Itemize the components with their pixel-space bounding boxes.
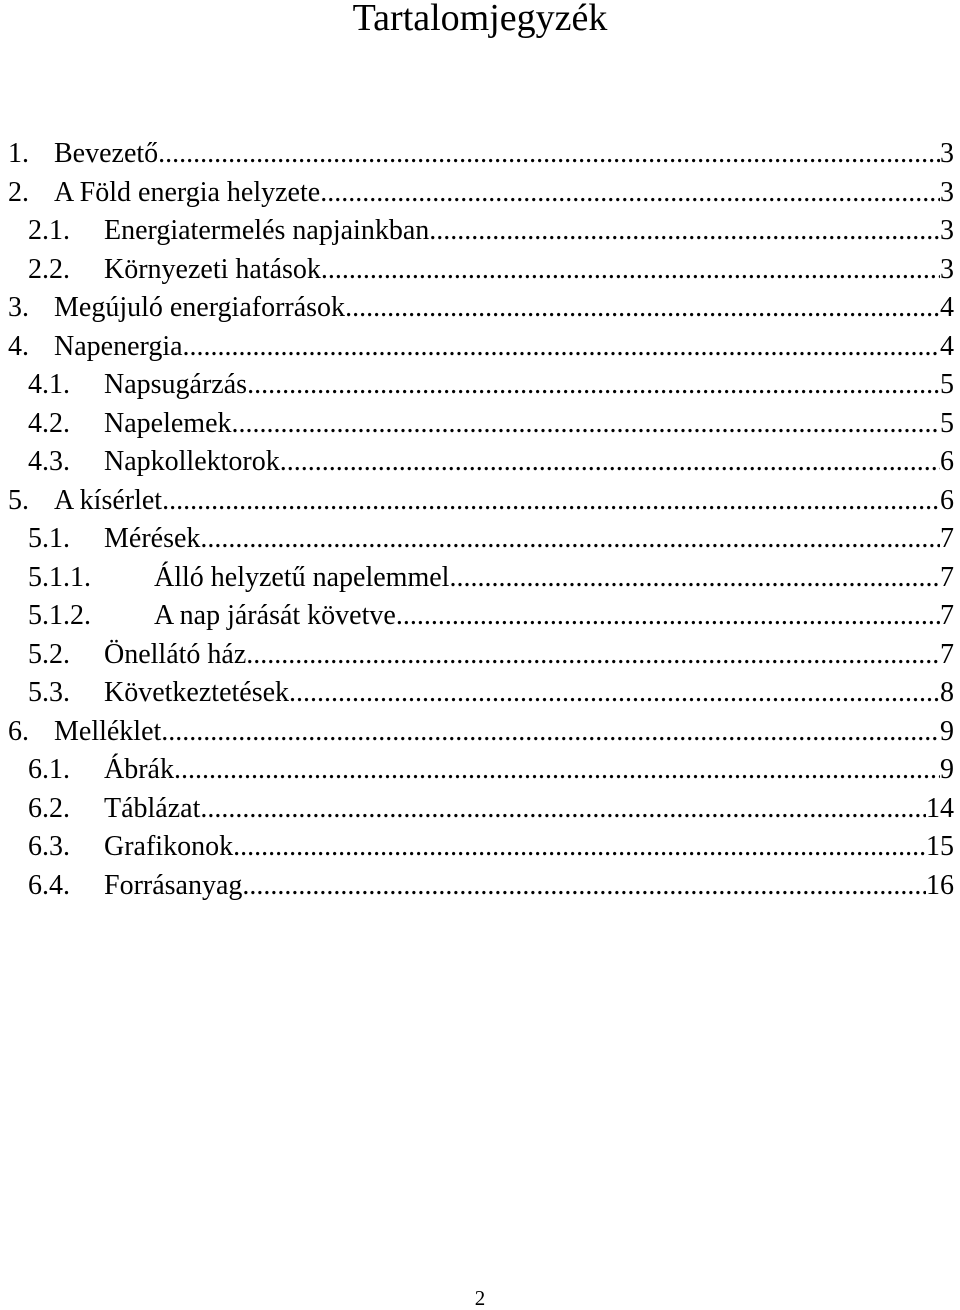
toc-entry-title: Önellátó ház (104, 638, 247, 670)
toc-entry[interactable] (8, 405, 954, 444)
toc-dot-leader (247, 366, 940, 405)
toc-entry-title: A nap járását követve (154, 600, 396, 631)
toc-entry-title: Bevezető (54, 138, 159, 169)
toc-entry-number: 1. (8, 138, 29, 169)
toc-entry[interactable] (8, 443, 954, 482)
toc-entry-number: 6. (8, 715, 29, 747)
toc-entry-number: 4.3. (28, 446, 70, 477)
toc-entry-page: 3 (940, 138, 954, 169)
toc-entry-title: Álló helyzetű napelemmel (154, 561, 450, 593)
toc-dot-leader (321, 251, 940, 290)
toc-dot-leader (396, 597, 940, 636)
toc-entry[interactable] (8, 674, 954, 713)
toc-entry-title: Következtetések (104, 677, 290, 708)
toc-entry-title: Energiatermelés napjainkban (104, 215, 430, 246)
toc-entry-number: 4. (8, 330, 29, 362)
toc-entry[interactable] (8, 135, 954, 174)
toc-entry[interactable] (8, 867, 954, 906)
toc-entry[interactable] (8, 366, 954, 405)
toc-dot-leader (174, 751, 940, 790)
table-of-contents (8, 135, 954, 905)
toc-entry-page: 6 (940, 484, 954, 516)
toc-entry-page: 4 (940, 292, 954, 323)
toc-entry-number: 5.1. (28, 523, 70, 554)
page-title: Tartalomjegyzék (352, 0, 608, 39)
toc-entry-page: 7 (940, 600, 954, 631)
toc-entry[interactable] (8, 790, 954, 829)
toc-entry[interactable] (8, 751, 954, 790)
toc-dot-leader (200, 520, 940, 559)
toc-entry-number: 6.1. (28, 754, 70, 785)
toc-entry-title: Napkollektorok (104, 446, 280, 477)
toc-entry-page: 8 (940, 677, 954, 708)
toc-entry-page: 4 (940, 330, 954, 362)
toc-entry-page: 3 (940, 253, 954, 285)
toc-entry-number: 6.2. (28, 792, 70, 824)
toc-dot-leader (200, 790, 926, 829)
toc-entry-number: 4.1. (28, 369, 70, 400)
toc-entry[interactable] (8, 597, 954, 636)
toc-entry-number: 2. (8, 176, 29, 208)
toc-dot-leader (233, 828, 926, 867)
toc-entry-title: Ábrák (104, 754, 174, 785)
toc-entry[interactable] (8, 713, 954, 752)
toc-entry-title: Grafikonok (104, 831, 234, 862)
toc-dot-leader (162, 482, 940, 521)
toc-entry[interactable] (8, 520, 954, 559)
toc-entry[interactable] (8, 636, 954, 675)
toc-dot-leader (246, 636, 940, 675)
toc-entry-number: 5.1.1. (28, 561, 91, 593)
toc-dot-leader (429, 212, 940, 251)
toc-entry-number: 2.1. (28, 215, 70, 246)
toc-dot-leader (289, 674, 940, 713)
toc-entry[interactable] (8, 289, 954, 328)
toc-entry-title: Megújuló energiaforrások (54, 292, 346, 323)
toc-dot-leader (320, 174, 940, 213)
toc-entry[interactable] (8, 828, 954, 867)
toc-entry-page: 9 (940, 715, 954, 747)
toc-dot-leader (242, 867, 926, 906)
toc-entry-title: Napsugárzás (104, 369, 248, 400)
toc-entry-page: 16 (926, 869, 954, 901)
toc-dot-leader (232, 405, 941, 444)
toc-entry-title: Napelemek (104, 407, 232, 439)
toc-entry[interactable] (8, 174, 954, 213)
toc-entry-page: 7 (940, 523, 954, 554)
toc-entry-number: 5.3. (28, 677, 70, 708)
toc-dot-leader (449, 559, 940, 598)
toc-entry[interactable] (8, 251, 954, 290)
toc-dot-leader (161, 713, 940, 752)
toc-entry-title: Forrásanyag (104, 869, 243, 901)
toc-entry[interactable] (8, 559, 954, 598)
toc-entry-number: 4.2. (28, 407, 70, 439)
toc-entry-number: 3. (8, 292, 29, 323)
toc-dot-leader (280, 443, 940, 482)
toc-entry-page: 14 (926, 792, 954, 824)
toc-entry-title: Melléklet (54, 715, 162, 747)
toc-dot-leader (345, 289, 940, 328)
toc-entry-page: 5 (940, 407, 954, 439)
toc-entry[interactable] (8, 328, 954, 367)
toc-entry-title: A kísérlet (54, 484, 163, 516)
toc-entry-number: 6.3. (28, 831, 70, 862)
toc-entry-title: Mérések (104, 523, 201, 554)
toc-entry-page: 7 (940, 561, 954, 593)
toc-entry-title: Táblázat (104, 792, 201, 824)
page-number: 2 (474, 1286, 486, 1310)
toc-entry-title: A Föld energia helyzete (54, 176, 321, 208)
toc-entry-page: 6 (940, 446, 954, 477)
toc-dot-leader (158, 135, 940, 174)
toc-entry-number: 5.2. (28, 638, 70, 670)
toc-entry-number: 5.1.2. (28, 600, 91, 631)
toc-dot-leader (183, 328, 940, 367)
toc-entry-number: 5. (8, 484, 29, 516)
toc-entry[interactable] (8, 212, 954, 251)
toc-entry-page: 7 (940, 638, 954, 670)
toc-entry-page: 3 (940, 176, 954, 208)
toc-entry-title: Környezeti hatások (104, 253, 321, 285)
toc-entry-number: 6.4. (28, 869, 70, 901)
toc-entry-number: 2.2. (28, 253, 70, 285)
toc-entry-page: 15 (926, 831, 954, 862)
toc-entry-title: Napenergia (54, 330, 183, 362)
toc-entry-page: 5 (940, 369, 954, 400)
toc-entry[interactable] (8, 482, 954, 521)
toc-entry-page: 3 (940, 215, 954, 246)
toc-entry-page: 9 (940, 754, 954, 785)
